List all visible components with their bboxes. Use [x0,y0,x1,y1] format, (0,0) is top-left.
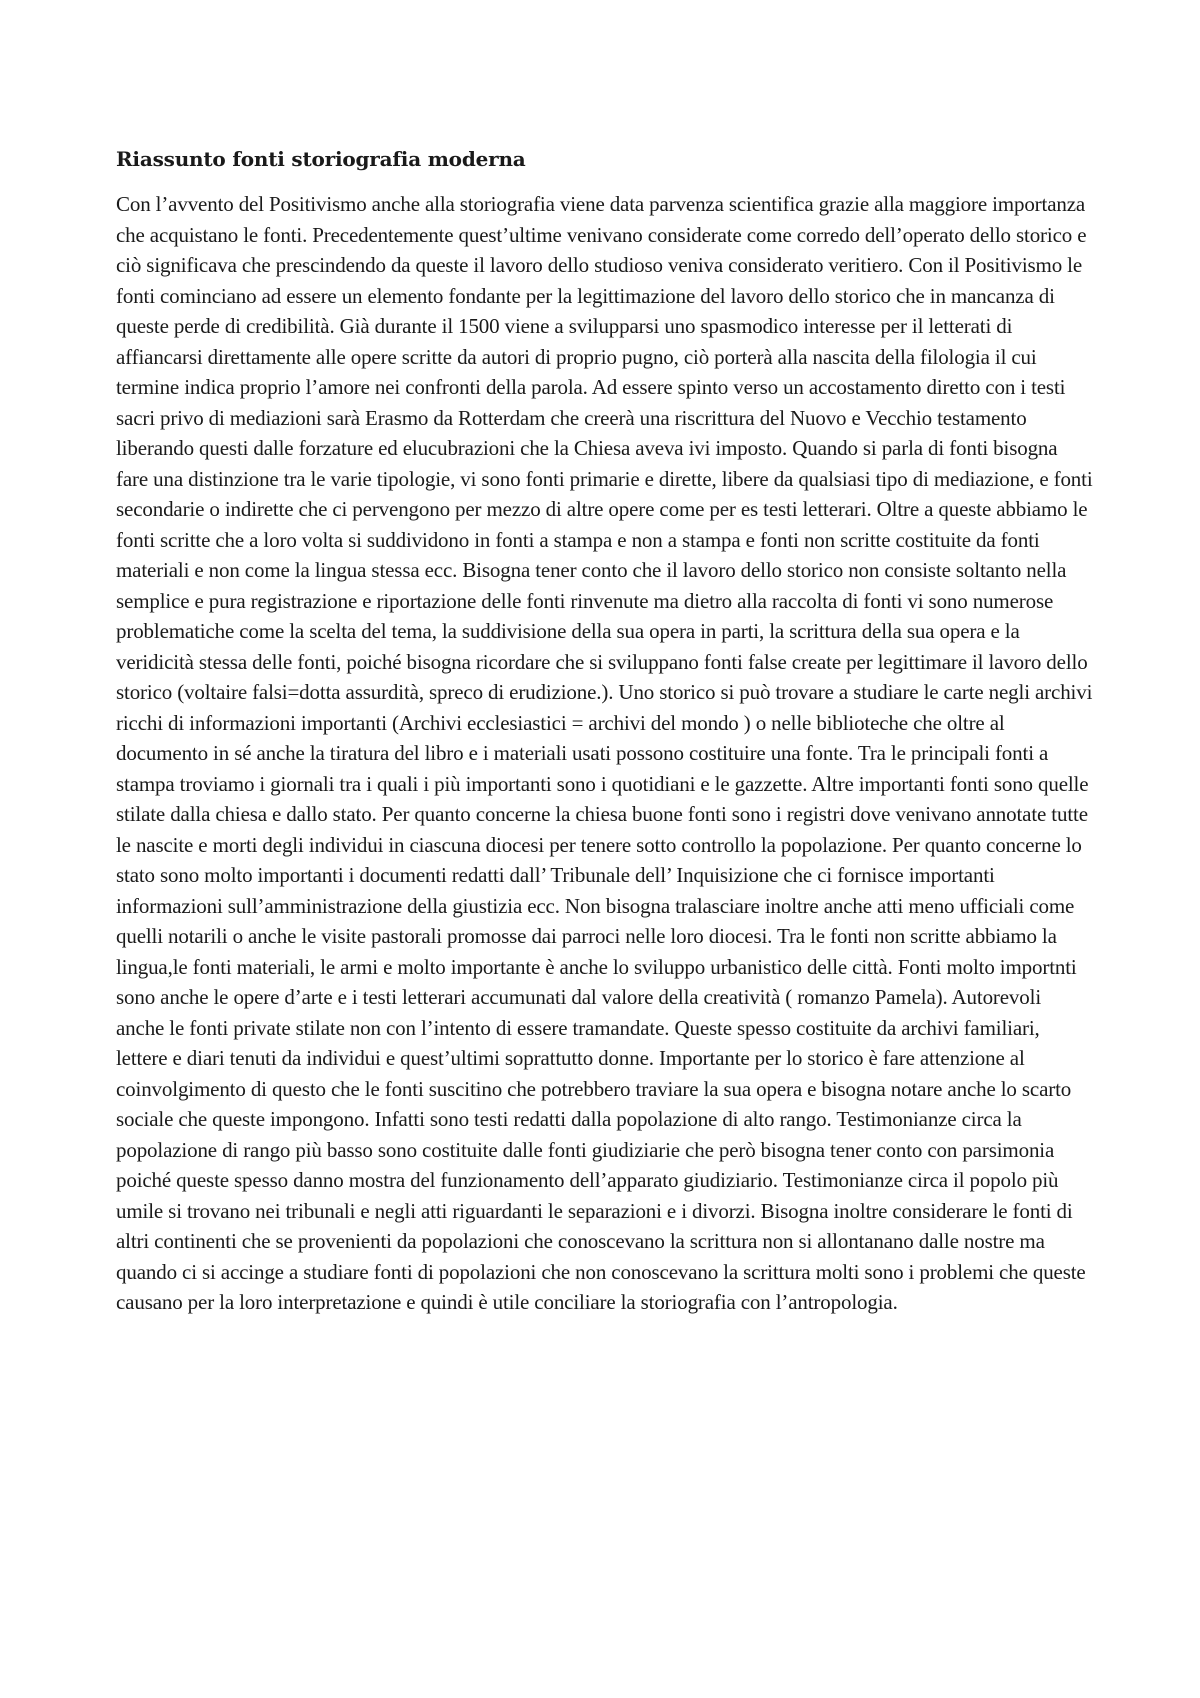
document-body-paragraph: Con l’avvento del Positivismo anche alla storiografia viene data parvenza scientifica grazie alla maggiore importanza che acquistano le fonti. Precedentemente quest’ultime venivano considerate come corredo dell’operato dello storico e ciò significava che prescindendo da queste il lavoro dello studioso veniva considerato veritiero. Con il Positivismo le fonti cominciano ad essere un elemento fondante per la legittimazione del lavoro dello storico che in mancanza di queste perde di credibilità. Già durante il 1500 viene a svilupparsi uno spasmodico interesse per il letterati di affiancarsi direttamente alle opere scritte da autori di proprio pugno, ciò porterà alla nascita della filologia il cui termine indica proprio l’amore nei confronti della parola. Ad essere spinto verso un accostamento diretto con i testi sacri privo di mediazioni sarà Erasmo da Rotterdam che creerà una riscrittura del Nuovo e Vecchio testamento liberando questi dalle forzature ed elucubrazioni che la Chiesa aveva ivi imposto. Quando si parla di fonti bisogna fare una distinzione tra le varie tipologie, vi sono fonti primarie e dirette, libere da qualsiasi tipo di mediazione, e fonti secondarie o indirette che ci pervengono per mezzo di altre opere come per es testi letterari. Oltre a queste abbiamo le fonti scritte che a loro volta si suddividono in fonti a stampa e non a stampa e fonti non scritte costituite da fonti materiali e non come la lingua stessa ecc. Bisogna tener conto che il lavoro dello storico non consiste soltanto nella semplice e pura registrazione e riportazione delle fonti rinvenute ma dietro alla raccolta di fonti vi sono numerose problematiche come la scelta del tema, la suddivisione della sua opera in parti, la scrittura della sua opera e la veridicità stessa delle fonti, poiché bisogna ricordare che si sviluppano fonti false create per legittimare il lavoro dello storico (voltaire falsi=dotta assurdità, spreco di erudizione.). Uno storico si può trovare a studiare le carte negli archivi ricchi di informazioni importanti (Archivi ecclesiastici = archivi del mondo ) o nelle biblioteche che oltre al documento in sé anche la tiratura del libro e i materiali usati possono costituire una fonte. Tra le principali fonti a stampa troviamo i giornali tra i quali i più importanti sono i quotidiani e le gazzette. Altre importanti fonti sono quelle stilate dalla chiesa e dallo stato. Per quanto concerne la chiesa buone fonti sono i registri dove venivano annotate tutte le nascite e morti degli individui in ciascuna diocesi per tenere sotto controllo la popolazione. Per quanto concerne lo stato sono molto importanti i documenti redatti dall’ Tribunale dell’ Inquisizione che ci fornisce importanti informazioni sull’amministrazione della giustizia ecc. Non bisogna tralasciare inoltre anche atti meno ufficiali come quelli notarili o anche le visite pastorali promosse dai parroci nelle loro diocesi. Tra le fonti non scritte abbiamo la lingua,le fonti materiali, le armi e molto importante è anche lo sviluppo urbanistico delle città. Fonti molto importnti sono anche le opere d’arte e i testi letterari accumunati dal valore della creatività ( romanzo Pamela). Autorevoli anche le fonti private stilate non con l’intento di essere tramandate. Queste spesso costituite da archivi familiari, lettere e diari tenuti da individui e quest’ultimi soprattutto donne. Importante per lo storico è fare attenzione al coinvolgimento di questo che le fonti suscitino che potrebbero traviare la sua opera e bisogna notare anche lo scarto sociale che queste impongono. Infatti sono testi redatti dalla popolazione di alto rango. Testimonianze circa la popolazione di rango più basso sono costituite dalle fonti giudiziarie che però bisogna tener conto con parsimonia poiché queste spesso danno mostra del funzionamento dell’apparato giudiziario. Testimonianze circa il popolo più umile si trovano nei tribunali e negli atti riguardanti le separazioni e i divorzi. Bisogna inoltre considerare le fonti di altri continenti che se provenienti da popolazioni che conoscevano la scrittura non si allontanano dalle nostre ma quando ci si accinge a studiare fonti di popolazioni che non conoscevano la scrittura molti sono i problemi che queste causano per la loro interpretazione e quindi è utile conciliare la storiografia con l’antropologia. [116,192,1093,1314]
document-title: Riassunto fonti storiografia moderna [116,147,526,171]
